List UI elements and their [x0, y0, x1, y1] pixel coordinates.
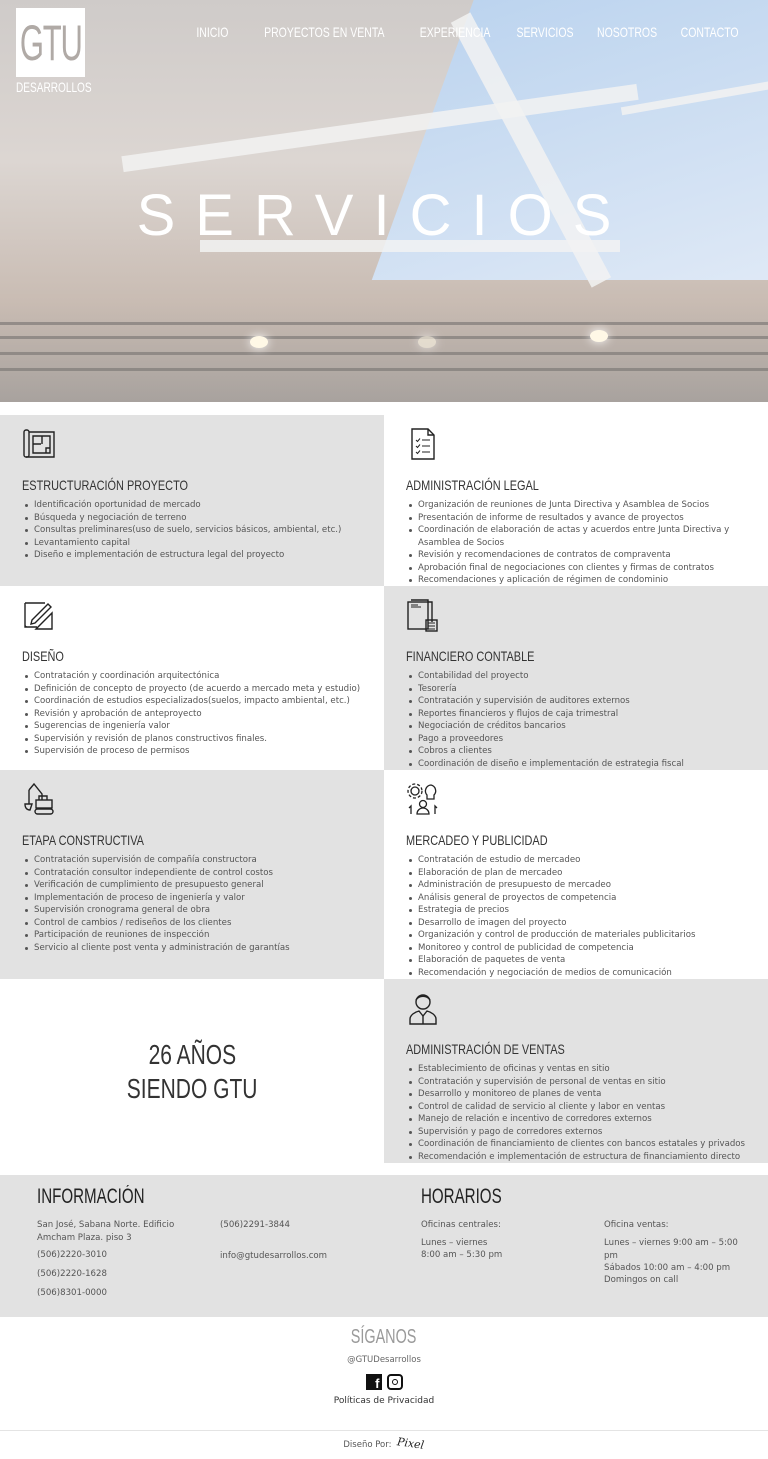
- follow-heading: SÍGANOS: [351, 1326, 417, 1348]
- list-item: Organización de reuniones de Junta Directiva y Asamblea de Socios: [406, 499, 746, 512]
- list-item: Control de cambios / rediseños de los clientes: [22, 917, 362, 930]
- service-title: FINANCIERO CONTABLE: [406, 648, 535, 664]
- address: San José, Sabana Norte. Edificio Amcham Plaza. piso 3: [37, 1220, 175, 1243]
- list-item: Servicio al cliente post venta y administración de garantías: [22, 942, 362, 955]
- list-item: Verificación de cumplimiento de presupuesto general: [22, 879, 362, 892]
- sales-office-saturday: Sábados 10:00 am – 4:00 pm: [604, 1263, 731, 1273]
- salesperson-icon: [406, 991, 440, 1025]
- social-handle: @GTUDesarrollos: [347, 1355, 421, 1365]
- list-item: Aprobación final de negociaciones con clientes y firmas de contratos: [406, 562, 746, 575]
- nav-proyectos-en-venta[interactable]: PROYECTOS EN VENTA: [264, 24, 385, 40]
- excavator-icon: [22, 782, 56, 816]
- follow-section: [0, 1326, 768, 1406]
- years-badge: [0, 979, 384, 1163]
- info-heading: INFORMACIÓN: [37, 1185, 145, 1208]
- service-title: MERCADEO Y PUBLICIDAD: [406, 832, 548, 848]
- calculator-document-icon: [406, 598, 440, 632]
- central-office-days: Lunes – viernes: [421, 1238, 488, 1248]
- checklist-document-icon: [406, 427, 440, 461]
- list-item: Establecimiento de oficinas y ventas en sitio: [406, 1063, 746, 1076]
- list-item: Definición de concepto de proyecto (de acuerdo a mercado meta y estudio): [22, 683, 362, 696]
- footer-info: [0, 1175, 768, 1317]
- logo-text: GTU: [19, 14, 82, 71]
- list-item: Contabilidad del proyecto: [406, 670, 746, 683]
- list-item: Supervisión de proceso de permisos: [22, 745, 362, 758]
- list-item: Control de calidad de servicio al cliente y labor en ventas: [406, 1101, 746, 1114]
- list-item: Contratación y coordinación arquitectónica: [22, 670, 362, 683]
- logo-subtitle: DESARROLLOS: [16, 79, 92, 95]
- privacy-policy-link[interactable]: Políticas de Privacidad: [333, 1396, 435, 1406]
- nav-experiencia[interactable]: EXPERIENCIA: [420, 24, 491, 40]
- sales-office-weekdays: Lunes – viernes 9:00 am – 5:00 pm: [604, 1238, 738, 1261]
- list-item: Coordinación de estudios especializados(suelos, impacto ambiental, etc.): [22, 695, 362, 708]
- service-title: ADMINISTRACIÓN LEGAL: [406, 477, 539, 493]
- service-etapa-constructiva: [0, 770, 384, 979]
- list-item: Cobros a clientes: [406, 745, 746, 758]
- email-link[interactable]: info@gtudesarrollos.com: [220, 1251, 328, 1261]
- facebook-icon[interactable]: f: [366, 1374, 382, 1390]
- list-item: Levantamiento capital: [22, 537, 362, 550]
- list-item: Contratación supervisión de compañía constructora: [22, 854, 362, 867]
- list-item: Consultas preliminares(uso de suelo, servicios básicos, ambiental, etc.): [22, 524, 362, 537]
- service-list: [22, 854, 362, 954]
- list-item: Elaboración de plan de mercadeo: [406, 867, 746, 880]
- list-item: Revisión y aprobación de anteproyecto: [22, 708, 362, 721]
- list-item: Estrategia de precios: [406, 904, 746, 917]
- page-title: SERVICIOS: [136, 183, 632, 248]
- service-mercadeo: [384, 770, 768, 979]
- list-item: Implementación de proceso de ingeniería y valor: [22, 892, 362, 905]
- list-item: Supervisión y revisión de planos constructivos finales.: [22, 733, 362, 746]
- list-item: Sugerencias de ingeniería valor: [22, 720, 362, 733]
- years-line-1: 26 AÑOS: [148, 1039, 236, 1070]
- central-office-label: Oficinas centrales:: [421, 1220, 501, 1230]
- list-item: Negociación de créditos bancarios: [406, 720, 746, 733]
- nav-servicios[interactable]: SERVICIOS: [516, 24, 574, 40]
- service-estructuracion: [0, 415, 384, 586]
- sales-office-sunday: Domingos on call: [604, 1275, 679, 1285]
- list-item: Contratación y supervisión de personal de ventas en sitio: [406, 1076, 746, 1089]
- phone-link[interactable]: (506)2291-3844: [220, 1220, 290, 1230]
- service-administracion-ventas: [384, 979, 768, 1163]
- design-pencil-icon: [22, 598, 56, 632]
- logo[interactable]: [16, 8, 92, 95]
- service-title: ETAPA CONSTRUCTIVA: [22, 832, 144, 848]
- service-list: [406, 670, 746, 770]
- list-item: Coordinación de financiamiento de clientes con bancos estatales y privados: [406, 1138, 746, 1151]
- service-title: ADMINISTRACIÓN DE VENTAS: [406, 1041, 565, 1057]
- list-item: Supervisión cronograma general de obra: [22, 904, 362, 917]
- pixel-logo[interactable]: Pixel: [396, 1435, 426, 1452]
- marketing-ideas-icon: [406, 782, 440, 816]
- list-item: Participación de reuniones de inspección: [22, 929, 362, 942]
- list-item: Recomendación y negociación de medios de comunicación: [406, 967, 746, 980]
- list-item: Elaboración de paquetes de venta: [406, 954, 746, 967]
- service-diseno: [0, 586, 384, 770]
- list-item: Revisión y recomendaciones de contratos de compraventa: [406, 549, 746, 562]
- phone-link[interactable]: (506)2220-1628: [37, 1269, 107, 1279]
- list-item: Recomendación e implementación de estructura de financiamiento directo: [406, 1151, 746, 1164]
- list-item: Desarrollo y monitoreo de planes de venta: [406, 1088, 746, 1101]
- instagram-icon[interactable]: [387, 1374, 403, 1390]
- design-credit: [0, 1437, 768, 1450]
- credit-label: Diseño Por:: [343, 1440, 392, 1450]
- sales-office-label: Oficina ventas:: [604, 1220, 669, 1230]
- list-item: Coordinación de elaboración de actas y acuerdos entre Junta Directiva y Asamblea de Socios: [406, 524, 746, 549]
- footer-divider: [0, 1430, 768, 1431]
- phone-link[interactable]: (506)2220-3010: [37, 1250, 107, 1260]
- list-item: Identificación oportunidad de mercado: [22, 499, 362, 512]
- list-item: Contratación y supervisión de auditores externos: [406, 695, 746, 708]
- list-item: Manejo de relación e incentivo de corredores externos: [406, 1113, 746, 1126]
- list-item: Reportes financieros y flujos de caja trimestral: [406, 708, 746, 721]
- nav-inicio[interactable]: INICIO: [196, 24, 229, 40]
- services-grid: [0, 415, 768, 1163]
- list-item: Diseño e implementación de estructura legal del proyecto: [22, 549, 362, 562]
- main-nav: [191, 24, 748, 40]
- blueprint-icon: [22, 427, 56, 461]
- hero-banner: [0, 0, 768, 402]
- list-item: Búsqueda y negociación de terreno: [22, 512, 362, 525]
- list-item: Organización y control de producción de materiales publicitarios: [406, 929, 746, 942]
- hours-heading: HORARIOS: [421, 1185, 502, 1208]
- service-administracion-legal: [384, 415, 768, 586]
- nav-contacto[interactable]: CONTACTO: [680, 24, 739, 40]
- list-item: Desarrollo de imagen del proyecto: [406, 917, 746, 930]
- list-item: Administración de presupuesto de mercadeo: [406, 879, 746, 892]
- list-item: Coordinación de diseño e implementación de estrategia fiscal: [406, 758, 746, 771]
- service-financiero-contable: [384, 586, 768, 770]
- list-item: Contratación consultor independiente de control costos: [22, 867, 362, 880]
- list-item: Supervisión y pago de corredores externos: [406, 1126, 746, 1139]
- service-title: ESTRUCTURACIÓN PROYECTO: [22, 477, 189, 493]
- phone-link[interactable]: (506)8301-0000: [37, 1288, 107, 1298]
- list-item: Presentación de informe de resultados y avance de proyectos: [406, 512, 746, 525]
- service-list: [406, 854, 746, 979]
- list-item: Pago a proveedores: [406, 733, 746, 746]
- service-list: [22, 499, 362, 562]
- nav-nosotros[interactable]: NOSOTROS: [596, 24, 657, 40]
- service-list: [22, 670, 362, 758]
- list-item: Análisis general de proyectos de competencia: [406, 892, 746, 905]
- central-office-hours: 8:00 am – 5:30 pm: [421, 1250, 503, 1260]
- years-line-2: SIENDO GTU: [126, 1073, 258, 1104]
- list-item: Contratación de estudio de mercadeo: [406, 854, 746, 867]
- list-item: Monitoreo y control de publicidad de competencia: [406, 942, 746, 955]
- list-item: Tesorería: [406, 683, 746, 696]
- service-title: DISEÑO: [22, 648, 64, 664]
- service-list: [406, 1063, 746, 1163]
- service-list: [406, 499, 746, 587]
- list-item: Recomendaciones y aplicación de régimen de condominio: [406, 574, 746, 587]
